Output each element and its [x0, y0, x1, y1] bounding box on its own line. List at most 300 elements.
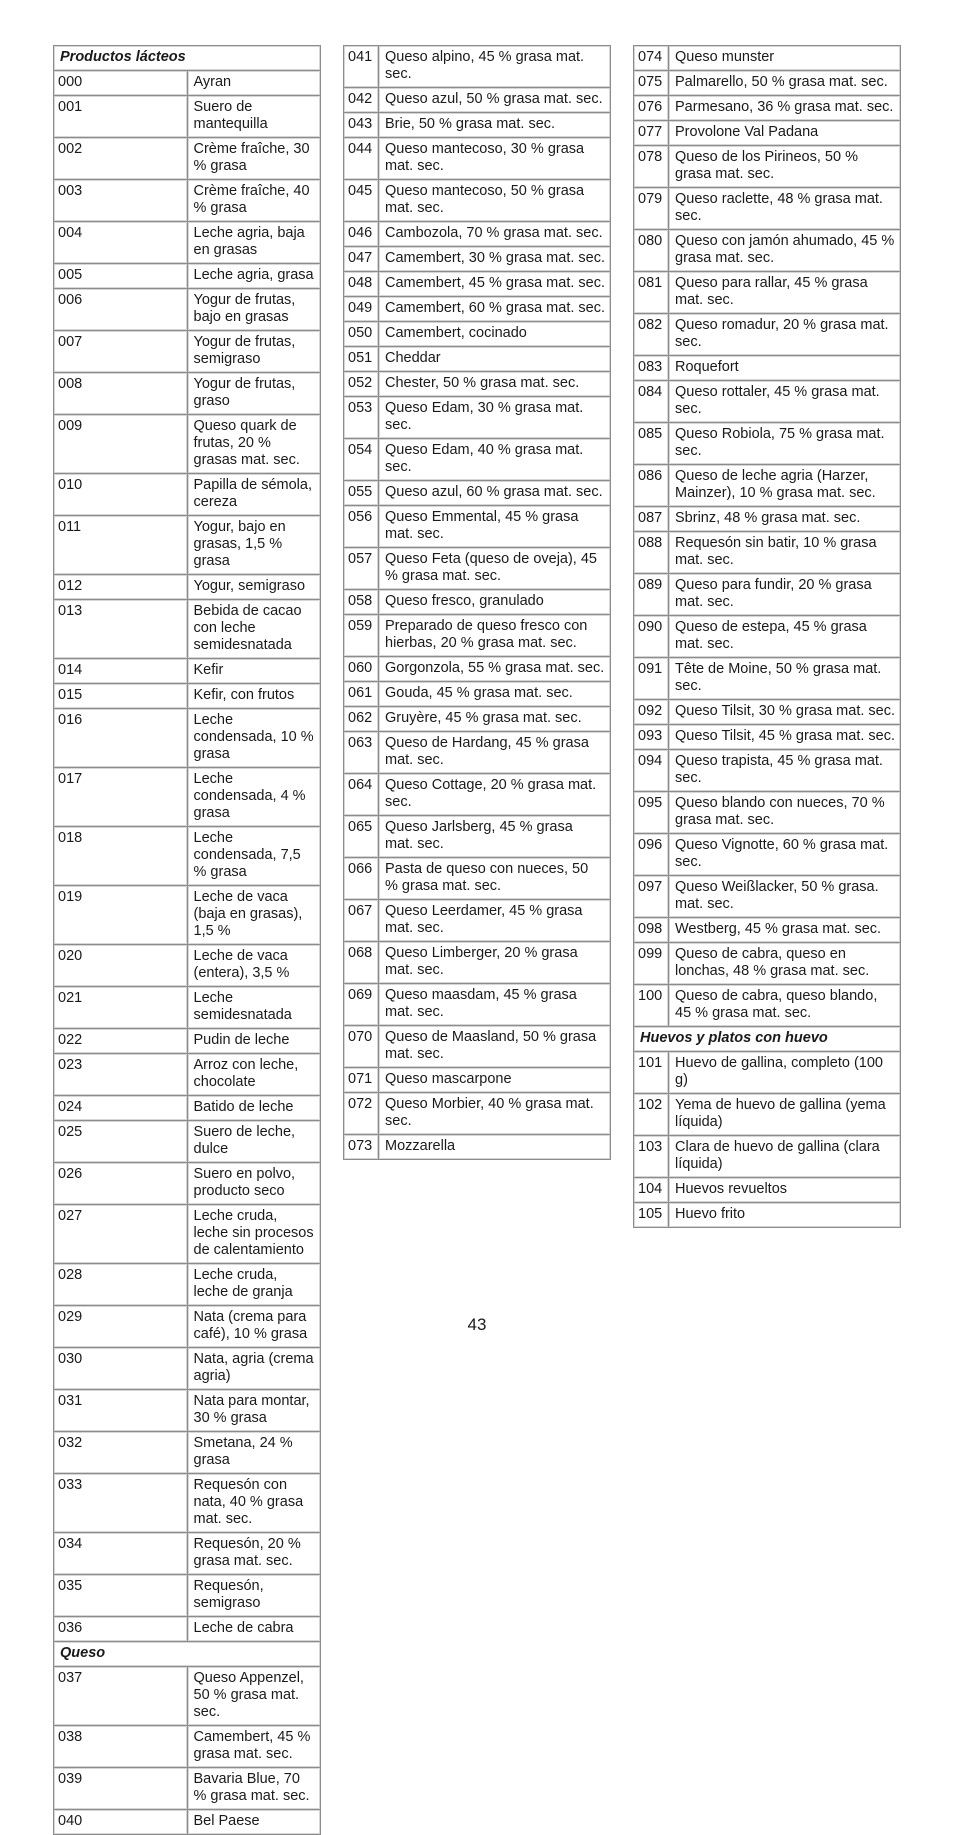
- table-row: [344, 1026, 611, 1068]
- food-code: 089: [634, 574, 669, 616]
- food-code: 103: [634, 1136, 669, 1178]
- food-code: 025: [54, 1121, 188, 1163]
- table-row: [634, 985, 901, 1027]
- table-row: [344, 397, 611, 439]
- table-row: [634, 725, 901, 750]
- table-row: [344, 1093, 611, 1135]
- table-row: [344, 900, 611, 942]
- food-code: 005: [54, 264, 188, 289]
- food-name: Yogur, bajo en grasas, 1,5 % grasa: [187, 516, 321, 575]
- food-name: Queso para rallar, 45 % grasa mat. sec.: [669, 272, 901, 314]
- table-row: [344, 180, 611, 222]
- table-row: [54, 1474, 321, 1533]
- food-code: 094: [634, 750, 669, 792]
- food-code: 028: [54, 1264, 188, 1306]
- food-name: Ayran: [187, 71, 321, 96]
- food-code: 031: [54, 1390, 188, 1432]
- food-code: 056: [344, 506, 379, 548]
- food-code: 082: [634, 314, 669, 356]
- food-name: Queso de estepa, 45 % grasa mat. sec.: [669, 616, 901, 658]
- food-code: 002: [54, 138, 188, 180]
- food-code: 013: [54, 600, 188, 659]
- food-code: 009: [54, 415, 188, 474]
- food-name: Crème fraîche, 30 % grasa: [187, 138, 321, 180]
- food-code: 092: [634, 700, 669, 725]
- table-row: [344, 88, 611, 113]
- food-name: Parmesano, 36 % grasa mat. sec.: [669, 96, 901, 121]
- table-row: [344, 984, 611, 1026]
- food-code: 105: [634, 1203, 669, 1228]
- table-row: [344, 816, 611, 858]
- table-row: [634, 1052, 901, 1094]
- food-code: 096: [634, 834, 669, 876]
- section-title: Productos lácteos: [54, 46, 321, 71]
- food-code: 093: [634, 725, 669, 750]
- food-code: 041: [344, 46, 379, 88]
- food-name: Suero en polvo, producto seco: [187, 1163, 321, 1205]
- food-code: 058: [344, 590, 379, 615]
- food-code: 077: [634, 121, 669, 146]
- food-name: Queso alpino, 45 % grasa mat. sec.: [379, 46, 611, 88]
- food-name: Queso azul, 60 % grasa mat. sec.: [379, 481, 611, 506]
- table-row: [634, 1178, 901, 1203]
- food-code: 086: [634, 465, 669, 507]
- food-name: Crème fraîche, 40 % grasa: [187, 180, 321, 222]
- food-code: 043: [344, 113, 379, 138]
- food-name: Queso Cottage, 20 % grasa mat. sec.: [379, 774, 611, 816]
- table-row: [344, 481, 611, 506]
- table-row: [54, 987, 321, 1029]
- food-name: Mozzarella: [379, 1135, 611, 1160]
- table-row: [344, 439, 611, 481]
- food-code: 034: [54, 1533, 188, 1575]
- food-code: 084: [634, 381, 669, 423]
- food-code: 091: [634, 658, 669, 700]
- table-row: [344, 222, 611, 247]
- food-name: Suero de leche, dulce: [187, 1121, 321, 1163]
- food-code: 104: [634, 1178, 669, 1203]
- food-name: Queso de leche agria (Harzer, Mainzer), 10 % grasa mat. sec.: [669, 465, 901, 507]
- food-name: Leche cruda, leche de granja: [187, 1264, 321, 1306]
- food-code: 071: [344, 1068, 379, 1093]
- table-row: [54, 768, 321, 827]
- food-name: Queso Leerdamer, 45 % grasa mat. sec.: [379, 900, 611, 942]
- table-row: [54, 886, 321, 945]
- section-title: Huevos y platos con huevo: [634, 1027, 901, 1052]
- table-row: [54, 474, 321, 516]
- table-row: [634, 381, 901, 423]
- food-code: 070: [344, 1026, 379, 1068]
- food-name: Queso trapista, 45 % grasa mat. sec.: [669, 750, 901, 792]
- food-name: Nata para montar, 30 % grasa: [187, 1390, 321, 1432]
- table-row: [344, 615, 611, 657]
- table-row: [54, 1533, 321, 1575]
- food-code: 054: [344, 439, 379, 481]
- food-code: 102: [634, 1094, 669, 1136]
- table-row: [54, 138, 321, 180]
- table-row: [54, 289, 321, 331]
- food-code: 078: [634, 146, 669, 188]
- table-row: [54, 1121, 321, 1163]
- table-row: [344, 46, 611, 88]
- table-row: [54, 684, 321, 709]
- table-row: [54, 1768, 321, 1810]
- section-header-row: [54, 1642, 321, 1667]
- table-row: [634, 834, 901, 876]
- table-row: [634, 1094, 901, 1136]
- table-row: [54, 575, 321, 600]
- food-table-column-1: [53, 45, 321, 1835]
- table-row: [344, 707, 611, 732]
- food-name: Queso Weißlacker, 50 % grasa. mat. sec.: [669, 876, 901, 918]
- table-row: [634, 121, 901, 146]
- food-name: Leche cruda, leche sin procesos de calentamiento: [187, 1205, 321, 1264]
- table-row: [54, 71, 321, 96]
- food-code: 038: [54, 1726, 188, 1768]
- food-name: Camembert, 45 % grasa mat. sec.: [379, 272, 611, 297]
- table-row: [54, 1810, 321, 1835]
- food-code: 019: [54, 886, 188, 945]
- table-row: [634, 616, 901, 658]
- food-name: Westberg, 45 % grasa mat. sec.: [669, 918, 901, 943]
- food-name: Gruyère, 45 % grasa mat. sec.: [379, 707, 611, 732]
- food-code: 044: [344, 138, 379, 180]
- table-row: [54, 600, 321, 659]
- table-row: [344, 372, 611, 397]
- table-row: [54, 1096, 321, 1121]
- food-code: 023: [54, 1054, 188, 1096]
- food-name: Bel Paese: [187, 1810, 321, 1835]
- table-row: [634, 1203, 901, 1228]
- food-name: Queso mantecoso, 50 % grasa mat. sec.: [379, 180, 611, 222]
- table-row: [344, 506, 611, 548]
- table-row: [344, 1068, 611, 1093]
- food-code: 018: [54, 827, 188, 886]
- section-title: Queso: [54, 1642, 321, 1667]
- food-name: Leche condensada, 10 % grasa: [187, 709, 321, 768]
- food-code: 010: [54, 474, 188, 516]
- food-name: Clara de huevo de gallina (clara líquida): [669, 1136, 901, 1178]
- food-table-column-3: [633, 45, 901, 1228]
- table-row: [634, 146, 901, 188]
- food-name: Suero de mantequilla: [187, 96, 321, 138]
- food-code: 076: [634, 96, 669, 121]
- food-name: Chester, 50 % grasa mat. sec.: [379, 372, 611, 397]
- food-code: 066: [344, 858, 379, 900]
- page-number: 43: [467, 1315, 487, 1334]
- food-name: Queso de los Pirineos, 50 % grasa mat. sec.: [669, 146, 901, 188]
- food-code: 097: [634, 876, 669, 918]
- food-code: 060: [344, 657, 379, 682]
- food-name: Requesón con nata, 40 % grasa mat. sec.: [187, 1474, 321, 1533]
- table-row: [634, 356, 901, 381]
- food-name: Yogur, semigraso: [187, 575, 321, 600]
- food-code: 079: [634, 188, 669, 230]
- table-row: [634, 750, 901, 792]
- food-name: Queso Limberger, 20 % grasa mat. sec.: [379, 942, 611, 984]
- table-row: [634, 876, 901, 918]
- food-code: 012: [54, 575, 188, 600]
- food-code: 029: [54, 1306, 188, 1348]
- food-name: Queso rottaler, 45 % grasa mat. sec.: [669, 381, 901, 423]
- food-name: Leche condensada, 7,5 % grasa: [187, 827, 321, 886]
- table-row: [344, 548, 611, 590]
- food-code: 033: [54, 1474, 188, 1533]
- table-row: [634, 574, 901, 616]
- food-code: 024: [54, 1096, 188, 1121]
- food-code: 008: [54, 373, 188, 415]
- food-code: 026: [54, 1163, 188, 1205]
- food-code: 098: [634, 918, 669, 943]
- food-code: 032: [54, 1432, 188, 1474]
- table-row: [344, 247, 611, 272]
- food-code: 003: [54, 180, 188, 222]
- food-name: Queso de cabra, queso en lonchas, 48 % grasa mat. sec.: [669, 943, 901, 985]
- food-name: Camembert, cocinado: [379, 322, 611, 347]
- table-row: [344, 942, 611, 984]
- food-code: 048: [344, 272, 379, 297]
- food-name: Bebida de cacao con leche semidesnatada: [187, 600, 321, 659]
- table-row: [54, 1029, 321, 1054]
- table-row: [344, 657, 611, 682]
- table-row: [54, 1617, 321, 1642]
- food-name: Tête de Moine, 50 % grasa mat. sec.: [669, 658, 901, 700]
- food-code: 004: [54, 222, 188, 264]
- food-name: Camembert, 45 % grasa mat. sec.: [187, 1726, 321, 1768]
- food-code: 083: [634, 356, 669, 381]
- food-name: Queso con jamón ahumado, 45 % grasa mat. sec.: [669, 230, 901, 272]
- food-code: 017: [54, 768, 188, 827]
- food-name: Leche de vaca (baja en grasas), 1,5 %: [187, 886, 321, 945]
- food-code: 072: [344, 1093, 379, 1135]
- food-name: Queso Jarlsberg, 45 % grasa mat. sec.: [379, 816, 611, 858]
- table-row: [54, 373, 321, 415]
- food-code: 039: [54, 1768, 188, 1810]
- table-row: [634, 792, 901, 834]
- food-name: Pasta de queso con nueces, 50 % grasa mat. sec.: [379, 858, 611, 900]
- food-name: Queso de Maasland, 50 % grasa mat. sec.: [379, 1026, 611, 1068]
- food-name: Leche de cabra: [187, 1617, 321, 1642]
- table-row: [344, 682, 611, 707]
- food-code: 022: [54, 1029, 188, 1054]
- food-name: Batido de leche: [187, 1096, 321, 1121]
- food-name: Sbrinz, 48 % grasa mat. sec.: [669, 507, 901, 532]
- table-row: [634, 96, 901, 121]
- food-code: 062: [344, 707, 379, 732]
- table-row: [344, 590, 611, 615]
- food-name: Gorgonzola, 55 % grasa mat. sec.: [379, 657, 611, 682]
- table-row: [54, 96, 321, 138]
- food-code: 068: [344, 942, 379, 984]
- food-code: 040: [54, 1810, 188, 1835]
- table-row: [54, 1390, 321, 1432]
- food-code: 052: [344, 372, 379, 397]
- food-name: Queso mantecoso, 30 % grasa mat. sec.: [379, 138, 611, 180]
- food-code: 101: [634, 1052, 669, 1094]
- table-row: [54, 1726, 321, 1768]
- food-code: 059: [344, 615, 379, 657]
- food-name: Leche agria, baja en grasas: [187, 222, 321, 264]
- table-row: [634, 465, 901, 507]
- table-row: [634, 71, 901, 96]
- food-code: 015: [54, 684, 188, 709]
- table-row: [344, 347, 611, 372]
- table-row: [54, 1054, 321, 1096]
- food-code: 045: [344, 180, 379, 222]
- table-row: [344, 1135, 611, 1160]
- table-row: [344, 297, 611, 322]
- food-code: 016: [54, 709, 188, 768]
- food-name: Camembert, 30 % grasa mat. sec.: [379, 247, 611, 272]
- food-name: Queso fresco, granulado: [379, 590, 611, 615]
- food-name: Nata, agria (crema agria): [187, 1348, 321, 1390]
- food-name: Queso Emmental, 45 % grasa mat. sec.: [379, 506, 611, 548]
- food-code: 075: [634, 71, 669, 96]
- table-row: [54, 1264, 321, 1306]
- food-name: Queso Morbier, 40 % grasa mat. sec.: [379, 1093, 611, 1135]
- food-name: Queso Robiola, 75 % grasa mat. sec.: [669, 423, 901, 465]
- food-name: Kefir: [187, 659, 321, 684]
- food-code: 065: [344, 816, 379, 858]
- table-row: [54, 415, 321, 474]
- food-name: Pudin de leche: [187, 1029, 321, 1054]
- food-name: Leche condensada, 4 % grasa: [187, 768, 321, 827]
- food-name: Leche semidesnatada: [187, 987, 321, 1029]
- table-row: [54, 1575, 321, 1617]
- table-row: [344, 732, 611, 774]
- table-row: [634, 272, 901, 314]
- food-name: Queso munster: [669, 46, 901, 71]
- food-name: Queso romadur, 20 % grasa mat. sec.: [669, 314, 901, 356]
- food-name: Queso blando con nueces, 70 % grasa mat. sec.: [669, 792, 901, 834]
- food-code: 020: [54, 945, 188, 987]
- food-code: 049: [344, 297, 379, 322]
- table-row: [54, 1667, 321, 1726]
- food-code: 095: [634, 792, 669, 834]
- food-code: 090: [634, 616, 669, 658]
- table-row: [54, 222, 321, 264]
- food-code: 067: [344, 900, 379, 942]
- food-name: Queso para fundir, 20 % grasa mat. sec.: [669, 574, 901, 616]
- food-code: 063: [344, 732, 379, 774]
- food-name: Queso Appenzel, 50 % grasa mat. sec.: [187, 1667, 321, 1726]
- food-code: 087: [634, 507, 669, 532]
- food-name: Papilla de sémola, cereza: [187, 474, 321, 516]
- food-table-column-2: [343, 45, 611, 1160]
- food-name: Arroz con leche, chocolate: [187, 1054, 321, 1096]
- table-row: [344, 858, 611, 900]
- food-code: 050: [344, 322, 379, 347]
- table-row: [54, 709, 321, 768]
- food-name: Huevo frito: [669, 1203, 901, 1228]
- table-row: [634, 532, 901, 574]
- food-name: Yema de huevo de gallina (yema líquida): [669, 1094, 901, 1136]
- food-code: 047: [344, 247, 379, 272]
- table-row: [54, 264, 321, 289]
- food-code: 000: [54, 71, 188, 96]
- food-name: Huevos revueltos: [669, 1178, 901, 1203]
- food-name: Cambozola, 70 % grasa mat. sec.: [379, 222, 611, 247]
- food-code: 030: [54, 1348, 188, 1390]
- table-row: [634, 658, 901, 700]
- food-name: Queso Tilsit, 30 % grasa mat. sec.: [669, 700, 901, 725]
- food-code: 057: [344, 548, 379, 590]
- food-code: 035: [54, 1575, 188, 1617]
- table-row: [634, 700, 901, 725]
- table-row: [54, 180, 321, 222]
- food-code: 074: [634, 46, 669, 71]
- table-row: [54, 1432, 321, 1474]
- food-name: Preparado de queso fresco con hierbas, 20 % grasa mat. sec.: [379, 615, 611, 657]
- food-name: Queso quark de frutas, 20 % grasas mat. sec.: [187, 415, 321, 474]
- food-code: 021: [54, 987, 188, 1029]
- food-code: 088: [634, 532, 669, 574]
- food-name: Queso Feta (queso de oveja), 45 % grasa mat. sec.: [379, 548, 611, 590]
- food-code: 042: [344, 88, 379, 113]
- food-name: Kefir, con frutos: [187, 684, 321, 709]
- food-name: Queso Tilsit, 45 % grasa mat. sec.: [669, 725, 901, 750]
- food-name: Roquefort: [669, 356, 901, 381]
- food-code: 055: [344, 481, 379, 506]
- food-code: 073: [344, 1135, 379, 1160]
- table-row: [344, 774, 611, 816]
- table-row: [634, 314, 901, 356]
- table-row: [54, 827, 321, 886]
- table-row: [344, 113, 611, 138]
- food-code: 061: [344, 682, 379, 707]
- food-name: Queso mascarpone: [379, 1068, 611, 1093]
- table-row: [54, 1205, 321, 1264]
- table-row: [54, 945, 321, 987]
- table-row: [344, 272, 611, 297]
- table-row: [634, 943, 901, 985]
- food-code: 064: [344, 774, 379, 816]
- table-row: [54, 516, 321, 575]
- food-code: 081: [634, 272, 669, 314]
- food-code: 027: [54, 1205, 188, 1264]
- food-name: Requesón, 20 % grasa mat. sec.: [187, 1533, 321, 1575]
- food-code: 085: [634, 423, 669, 465]
- food-code: 007: [54, 331, 188, 373]
- table-row: [634, 1136, 901, 1178]
- table-row: [344, 138, 611, 180]
- table-row: [54, 659, 321, 684]
- food-code: 069: [344, 984, 379, 1026]
- food-name: Cheddar: [379, 347, 611, 372]
- food-name: Leche de vaca (entera), 3,5 %: [187, 945, 321, 987]
- food-name: Yogur de frutas, semigraso: [187, 331, 321, 373]
- food-name: Bavaria Blue, 70 % grasa mat. sec.: [187, 1768, 321, 1810]
- food-name: Yogur de frutas, graso: [187, 373, 321, 415]
- food-name: Queso de cabra, queso blando, 45 % grasa mat. sec.: [669, 985, 901, 1027]
- food-name: Brie, 50 % grasa mat. sec.: [379, 113, 611, 138]
- food-name: Queso raclette, 48 % grasa mat. sec.: [669, 188, 901, 230]
- food-name: Queso Vignotte, 60 % grasa mat. sec.: [669, 834, 901, 876]
- food-code: 100: [634, 985, 669, 1027]
- table-row: [634, 188, 901, 230]
- food-name: Nata (crema para café), 10 % grasa: [187, 1306, 321, 1348]
- food-name: Queso de Hardang, 45 % grasa mat. sec.: [379, 732, 611, 774]
- table-row: [634, 507, 901, 532]
- food-code: 099: [634, 943, 669, 985]
- food-code: 001: [54, 96, 188, 138]
- section-header-row: [54, 46, 321, 71]
- food-name: Requesón sin batir, 10 % grasa mat. sec.: [669, 532, 901, 574]
- food-code: 006: [54, 289, 188, 331]
- food-code: 051: [344, 347, 379, 372]
- food-code: 037: [54, 1667, 188, 1726]
- food-code: 046: [344, 222, 379, 247]
